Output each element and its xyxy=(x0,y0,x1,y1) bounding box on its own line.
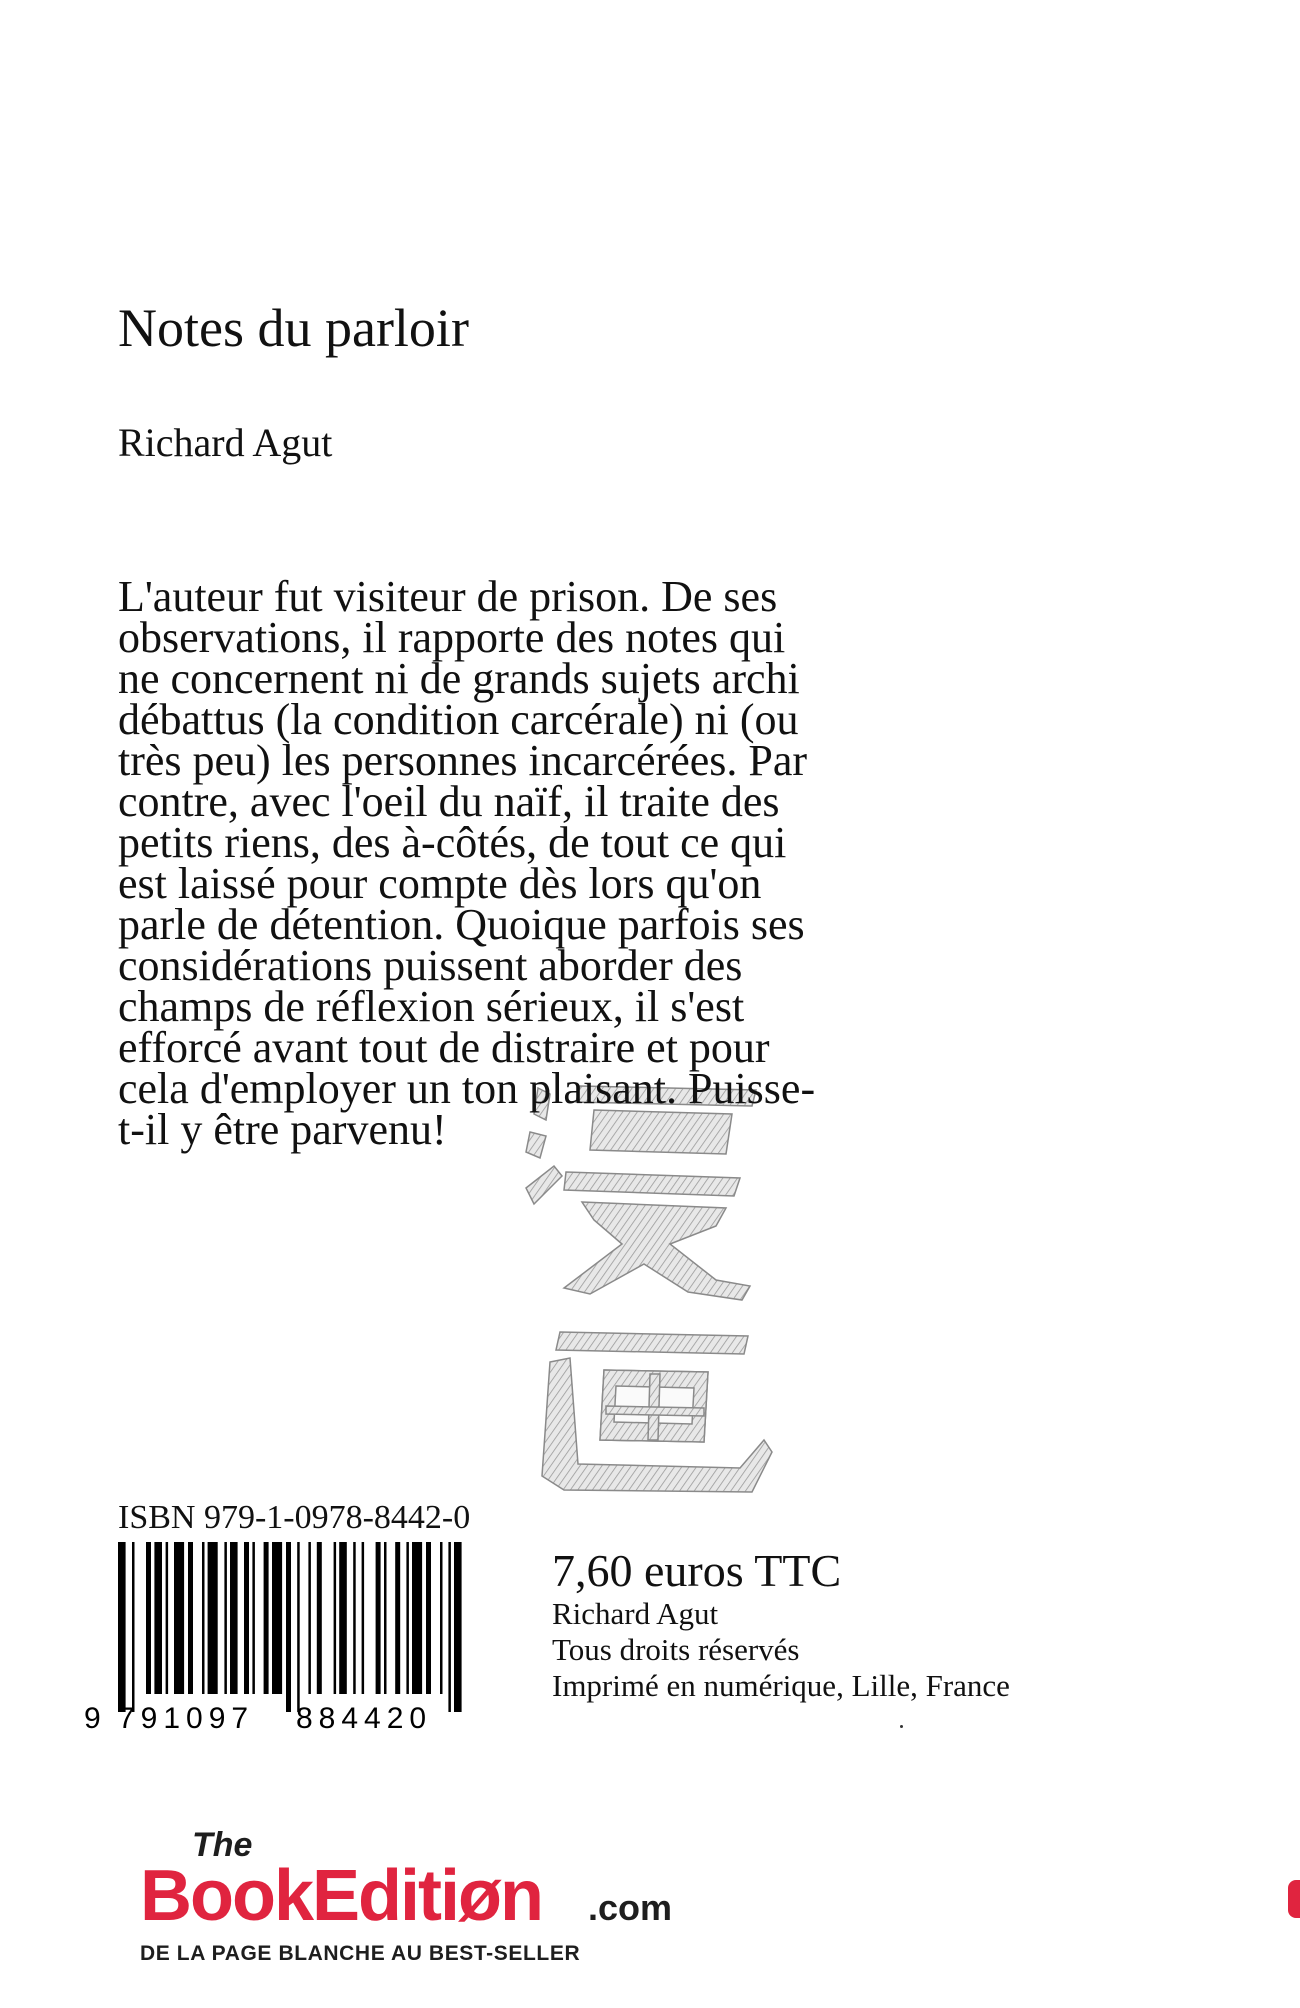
isbn-barcode xyxy=(74,1542,484,1732)
book-title: Notes du parloir xyxy=(118,298,469,358)
description-line: cela d'employer un ton plaisant. Puisse- xyxy=(118,1064,816,1113)
barcode-bar xyxy=(426,1542,431,1694)
barcode-bar xyxy=(202,1542,205,1694)
barcode-bar xyxy=(264,1542,269,1694)
barcode-bar xyxy=(454,1542,462,1712)
speck xyxy=(900,1725,903,1728)
barcode-bar xyxy=(286,1542,291,1712)
printing-notice: Imprimé en numérique, Lille, France xyxy=(552,1668,1010,1703)
barcode-bar xyxy=(252,1542,255,1694)
isbn-label: ISBN 979-1-0978-8442-0 xyxy=(118,1499,471,1536)
barcode-digits-left: 791097 xyxy=(118,1702,255,1732)
description-line: t-il y être parvenu! xyxy=(118,1105,447,1154)
barcode-digit-lead: 9 xyxy=(84,1702,101,1732)
description-line: observations, il rapporte des notes qui xyxy=(118,613,786,662)
barcode-bar xyxy=(406,1542,409,1694)
logo-the: The xyxy=(192,1826,253,1864)
barcode-bar xyxy=(230,1542,238,1694)
description-line: petits riens, des à-côtés, de tout ce qui xyxy=(118,818,787,867)
barcode-bar xyxy=(166,1542,169,1694)
barcode-bar xyxy=(339,1542,347,1694)
barcode-bar xyxy=(376,1542,381,1694)
description-line: champs de réflexion sérieux, il s'est xyxy=(118,982,745,1031)
barcode-bar xyxy=(334,1542,337,1694)
barcode-bar xyxy=(353,1542,356,1694)
book-author: Richard Agut xyxy=(118,420,333,465)
price: 7,60 euros TTC xyxy=(552,1545,842,1596)
barcode-bar xyxy=(448,1542,451,1712)
barcode-bar xyxy=(395,1542,400,1694)
logo-tagline: DE LA PAGE BLANCHE AU BEST-SELLER xyxy=(140,1942,581,1965)
barcode-bar xyxy=(384,1542,387,1694)
barcode-bar xyxy=(188,1542,193,1694)
description-line: efforcé avant tout de distraire et pour xyxy=(118,1023,770,1072)
description-line: contre, avec l'oeil du naïf, il traite des xyxy=(118,777,780,826)
barcode-bar xyxy=(244,1542,249,1694)
barcode-bar xyxy=(174,1542,184,1694)
barcode-bar xyxy=(272,1542,282,1694)
description-line: est laissé pour compte dès lors qu'on xyxy=(118,859,762,908)
rights-notice: Tous droits réservés xyxy=(552,1632,800,1667)
description-line: considérations puissent aborder des xyxy=(118,941,743,990)
book-description xyxy=(118,572,978,1154)
barcode-bar xyxy=(208,1542,218,1694)
barcode-bar xyxy=(118,1542,126,1712)
description-line: parle de détention. Quoique parfois ses xyxy=(118,900,805,949)
barcode-bar xyxy=(362,1542,365,1694)
logo-name: BookEditiøn xyxy=(140,1856,542,1936)
description-line: L'auteur fut visiteur de prison. De ses xyxy=(118,572,778,621)
barcode-bar xyxy=(224,1542,227,1694)
logo-domain: .com xyxy=(588,1887,673,1928)
barcode-bar xyxy=(308,1542,311,1694)
barcode-bar xyxy=(146,1542,151,1694)
barcode-digits-right: 884420 xyxy=(296,1702,433,1732)
edge-mark xyxy=(1288,1880,1300,1918)
barcode-bar xyxy=(132,1542,135,1712)
description-line: très peu) les personnes incarcérées. Par xyxy=(118,736,808,785)
barcode-bar xyxy=(154,1542,162,1694)
barcode-bar xyxy=(412,1542,422,1694)
description-line: ne concernent ni de grands sujets archi xyxy=(118,654,800,703)
barcode-bar xyxy=(317,1542,322,1694)
copyright-author: Richard Agut xyxy=(552,1596,719,1631)
description-line: débattus (la condition carcérale) ni (ou xyxy=(118,695,799,744)
barcode-bar xyxy=(440,1542,443,1694)
publisher-logo xyxy=(140,1820,720,1970)
barcode-bar xyxy=(297,1542,300,1712)
